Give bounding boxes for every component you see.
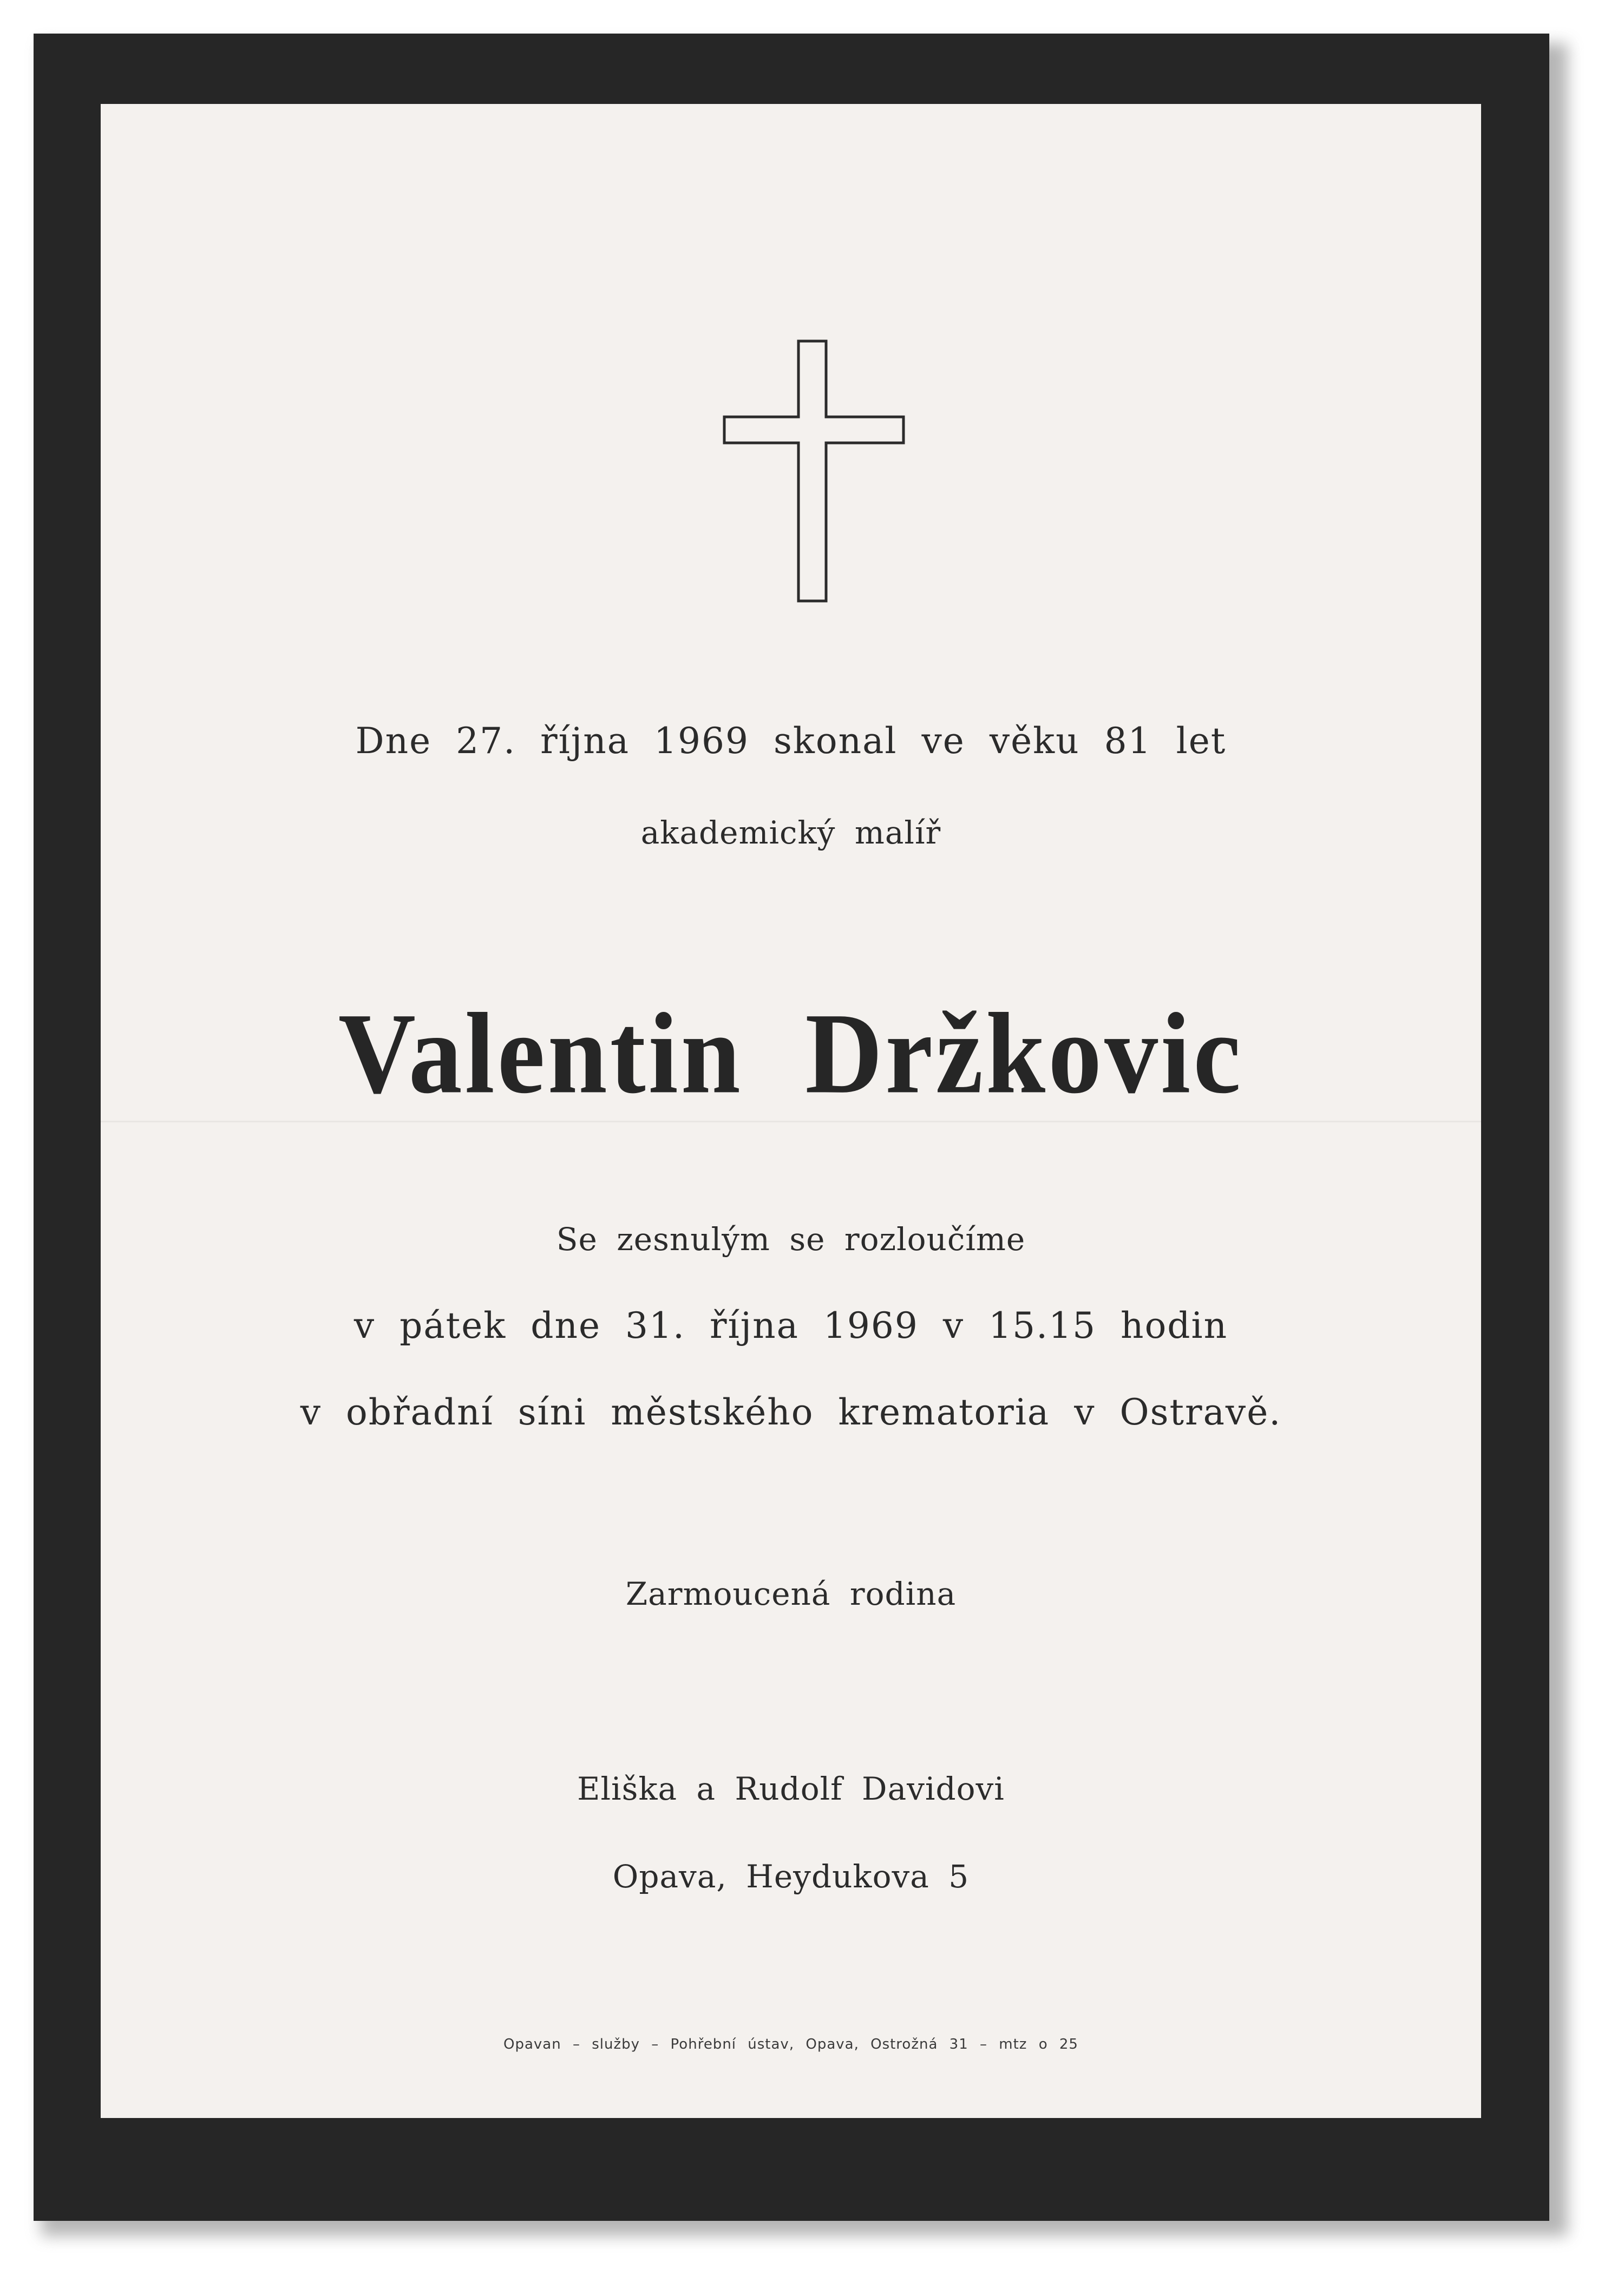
cross-icon [722, 338, 911, 604]
family-address: Opava, Heydukova 5 [612, 1858, 970, 1895]
notice-paper [101, 104, 1481, 2118]
printer-imprint: Opavan – služby – Pohřební ústav, Opava, Ostrožná 31 – mtz o 25 [503, 2036, 1078, 2052]
farewell-line-3: v obřadní síni městského krematoria v Ostravě. [300, 1391, 1282, 1433]
farewell-line-2: v pátek dne 31. října 1969 v 15.15 hodin [353, 1305, 1228, 1346]
mourning-card [34, 34, 1549, 2221]
deceased-name: Valentin Držkovic [338, 989, 1244, 1117]
death-announcement: Dne 27. října 1969 skonal ve věku 81 let [355, 720, 1227, 762]
family-names: Eliška a Rudolf Davidovi [577, 1770, 1005, 1807]
farewell-line-1: Se zesnulým se rozloučíme [556, 1221, 1026, 1258]
fold-crease [101, 1121, 1481, 1122]
mourners-line: Zarmoucená rodina [625, 1576, 957, 1612]
profession-line: akademický malíř [640, 814, 941, 851]
